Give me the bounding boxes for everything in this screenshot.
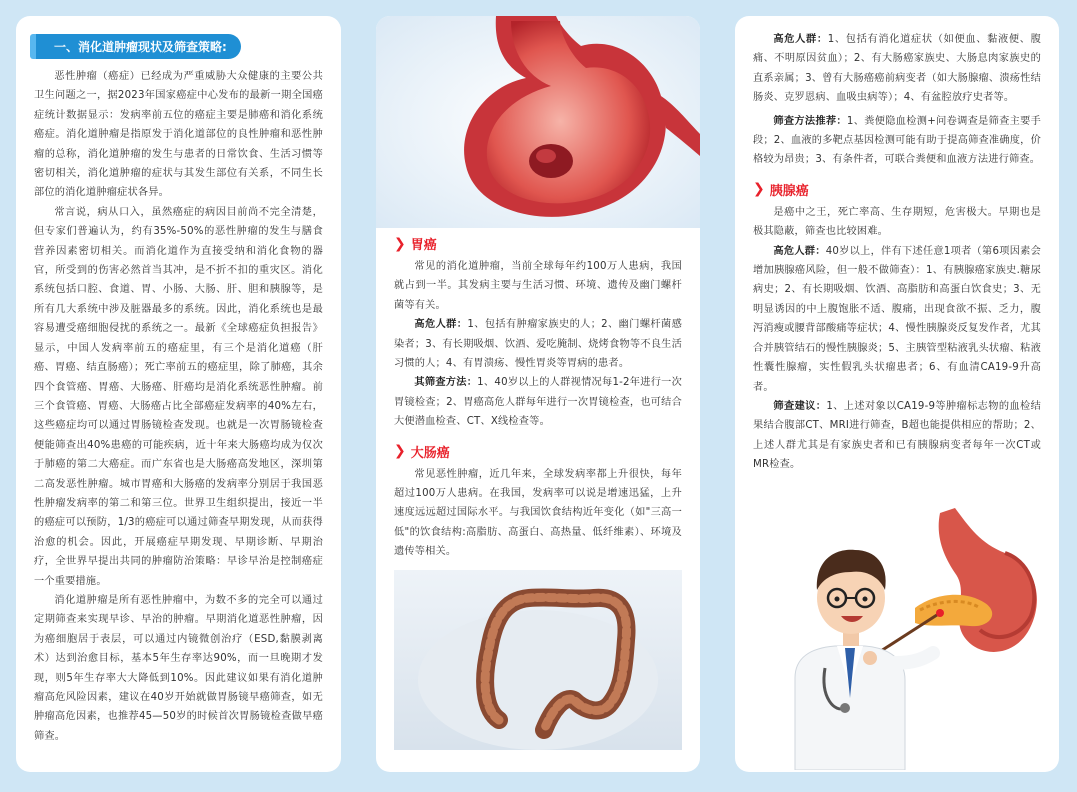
pancreas-risk: 高危人群：40岁以上，伴有下述任意1项者（第6项因素会增加胰腺癌风险，但一般不做筛查）：1、有胰腺癌家族史.糖尿病史；2、有长期吸烟、饮酒、高脂肪和高蛋白饮食史；3、无明显诱因的中上腹饱胀不适、腹痛，出现食欲不振、乏力，腹泻消瘦或腰背部酸痛等症状；4、慢性胰腺炎反复发作者，尤其合并胰管结石的慢性胰腺炎；5、主胰管型粘液乳头状瘤、粘液性囊性腺瘤，实性假乳头状瘤患者；6、有血清CA19-9升高者。 (753, 245, 1042, 393)
stomach-illustration (376, 16, 700, 228)
pancreas-advice: 筛查建议：1、上述对象以CA19-9等肿瘤标志物的血检结果结合腹部CT、MRI进行筛查，B超也能提供相应的帮助；2、上述人群尤其是有家族史者和已有胰腺病变者每年一次CT或MR检查。 (753, 400, 1041, 471)
pancreas-intro: 是癌中之王，死亡率高、生存期短，危害极大。早期也是极其隐蔽，筛查也比较困难。 (753, 206, 1041, 238)
chevron-right-icon: ❯ (753, 181, 765, 198)
colon-intro: 常见恶性肿瘤，近几年来，全球发病率都上升很快，每年超过100万人患病。在我国，发病率可以说是增速迅猛，上升速度远远超过国际水平。与我国饮食结构近年变化（如"三高一低"的饮食结构:高脂肪、高蛋白、高热量、低纤维素）、环境及遗传等相关。 (394, 468, 682, 558)
chevron-right-icon: ❯ (394, 235, 406, 252)
panel-right (735, 16, 1059, 772)
colon-risk: 高危人群：1、包括有消化道症状（如便血、黏液便、腹痛、不明原因贫血）；2、有大肠癌家族史、大肠息肉家族史的直系亲属；3、曾有大肠癌癌前病变者（如大肠腺瘤、溃疡性结肠炎、克罗恩病、血吸虫病等）；4、有盆腔放疗史者等。 (753, 34, 1041, 104)
doctor-icon (765, 498, 1055, 770)
intestine-icon (394, 570, 682, 750)
stomach-intro: 常见的消化道肿瘤，当前全球每年约100万人患病，我国就占到一半。其发病主要与生活习惯、环境、遗传及幽门螺杆菌等有关。 (394, 261, 682, 311)
colon-method: 筛查方法推荐：1、粪便隐血检测+问卷调查是筛查主要手段；2、血液的多靶点基因检测可能有助于提高筛查准确度，价格较为昂贵；3、有条件者，可联合粪便和血液方法进行筛查。 (753, 115, 1041, 166)
doctor-illustration (765, 498, 1055, 770)
chevron-right-icon: ❯ (394, 443, 406, 460)
section-banner: 一、消化道肿瘤现状及筛查策略: (36, 34, 241, 59)
paragraph-2: 常言说，病从口入，虽然癌症的病因目前尚不完全清楚，但专家们普遍认为，约有35%-50%的恶性肿瘤的发生与膳食营养因素密切相关。而消化道作为直接受纳和消化食物的器官，所受到的伤害必然首当其冲，是不折不扣的重灾区。消化系统包括口腔、食道、胃、小肠、大肠、肝、胆和胰腺等，是所有几大系统中涉及脏器最多的系统。因此，消化系统也是最容易遭受癌细胞侵扰的系统之一。最新《全球癌症负担报告》显示，中国人发病率前五的癌症里，有三个是消化道癌（肝癌、胃癌、结直肠癌）；死亡率前五的癌症里，除了肺癌，其余四个食管癌、胃癌、大肠癌、肝癌均是消化系统恶性肿瘤。前三个食管癌、胃癌、大肠癌占比全部癌症发病率的40%左右，这些癌症均可以通过胃肠镜检查发现。也就是一次胃肠镜检查便能筛查出40%患癌的可能疾病，近十年来大肠癌均成为仅次于肺癌的第二大癌症。而广东省也是大肠癌高发地区，深圳第二高发恶性肿瘤。城市胃癌和大肠癌的发病率分别居于我国恶性肿瘤发病率的第二和第三位。世界卫生组织提出，接近一半的癌症可以预防，1/3的癌症可以通过筛查早期发现，从而获得治愈的机会。因此，开展癌症早期发现、早期诊断、早期治疗，全世界早提出共同的肿瘤防治策略：早诊早治是控制癌症一个重要措施。 (34, 206, 323, 587)
stomach-cancer-heading: ❯ 胃癌 (394, 235, 437, 253)
pancreatic-cancer-heading: ❯ 胰腺癌 (753, 181, 809, 199)
stomach-risk: 高危人群：1、包括有肿瘤家族史的人；2、幽门螺杆菌感染者；3、有长期吸烟、饮酒、爱吃腌制、烧烤食物等不良生活习惯的人；4、有胃溃疡、慢性胃炎等胃病的患者。 (394, 319, 682, 370)
stomach-icon (376, 16, 700, 228)
panel-middle (376, 16, 700, 772)
stomach-method: 其筛查方法：1、40岁以上的人群视情况每1-2年进行一次胃镜检查；2、胃癌高危人群每年进行一次胃镜检查，也可结合大便潜血检查、CT、X线检查等。 (394, 377, 683, 428)
colon-cancer-heading: ❯ 大肠癌 (394, 443, 450, 461)
paragraph-1: 恶性肿瘤（癌症）已经成为严重威胁大众健康的主要公共卫生问题之一，据2023年国家癌症中心发布的最新一期全国癌症统计数据显示：发病率前五位的癌症主要是肺癌和消化系统癌症。消化道肿瘤是指原发于消化道部位的良性肿瘤和恶性肿瘤的总称，消化道肿瘤的发生与患者的日常饮食、生活习惯等密切相关，消化道肿瘤的症状与其发生部位有关系，不同生长部位的消化道肿瘤症状各异。 (34, 71, 323, 199)
panel-left (16, 16, 341, 772)
colon-illustration (394, 570, 682, 750)
paragraph-3: 消化道肿瘤是所有恶性肿瘤中，为数不多的完全可以通过定期筛查来实现早诊、早治的肿瘤。早期消化道恶性肿瘤，因为癌细胞居于表层，可以通过内镜微创治疗（ESD,黏膜剥离术）达到治愈目标，基本5年生存率达90%，而一旦晚期才发现，则5年生存率大大降低到10%。因此建议如果有消化道肿瘤高危风险因素，建议在40岁开始就做胃肠镜早癌筛查，如无肿瘤高危因素，也推荐45—50岁的时候首次胃肠镜检查做早癌筛查。 (34, 594, 323, 742)
